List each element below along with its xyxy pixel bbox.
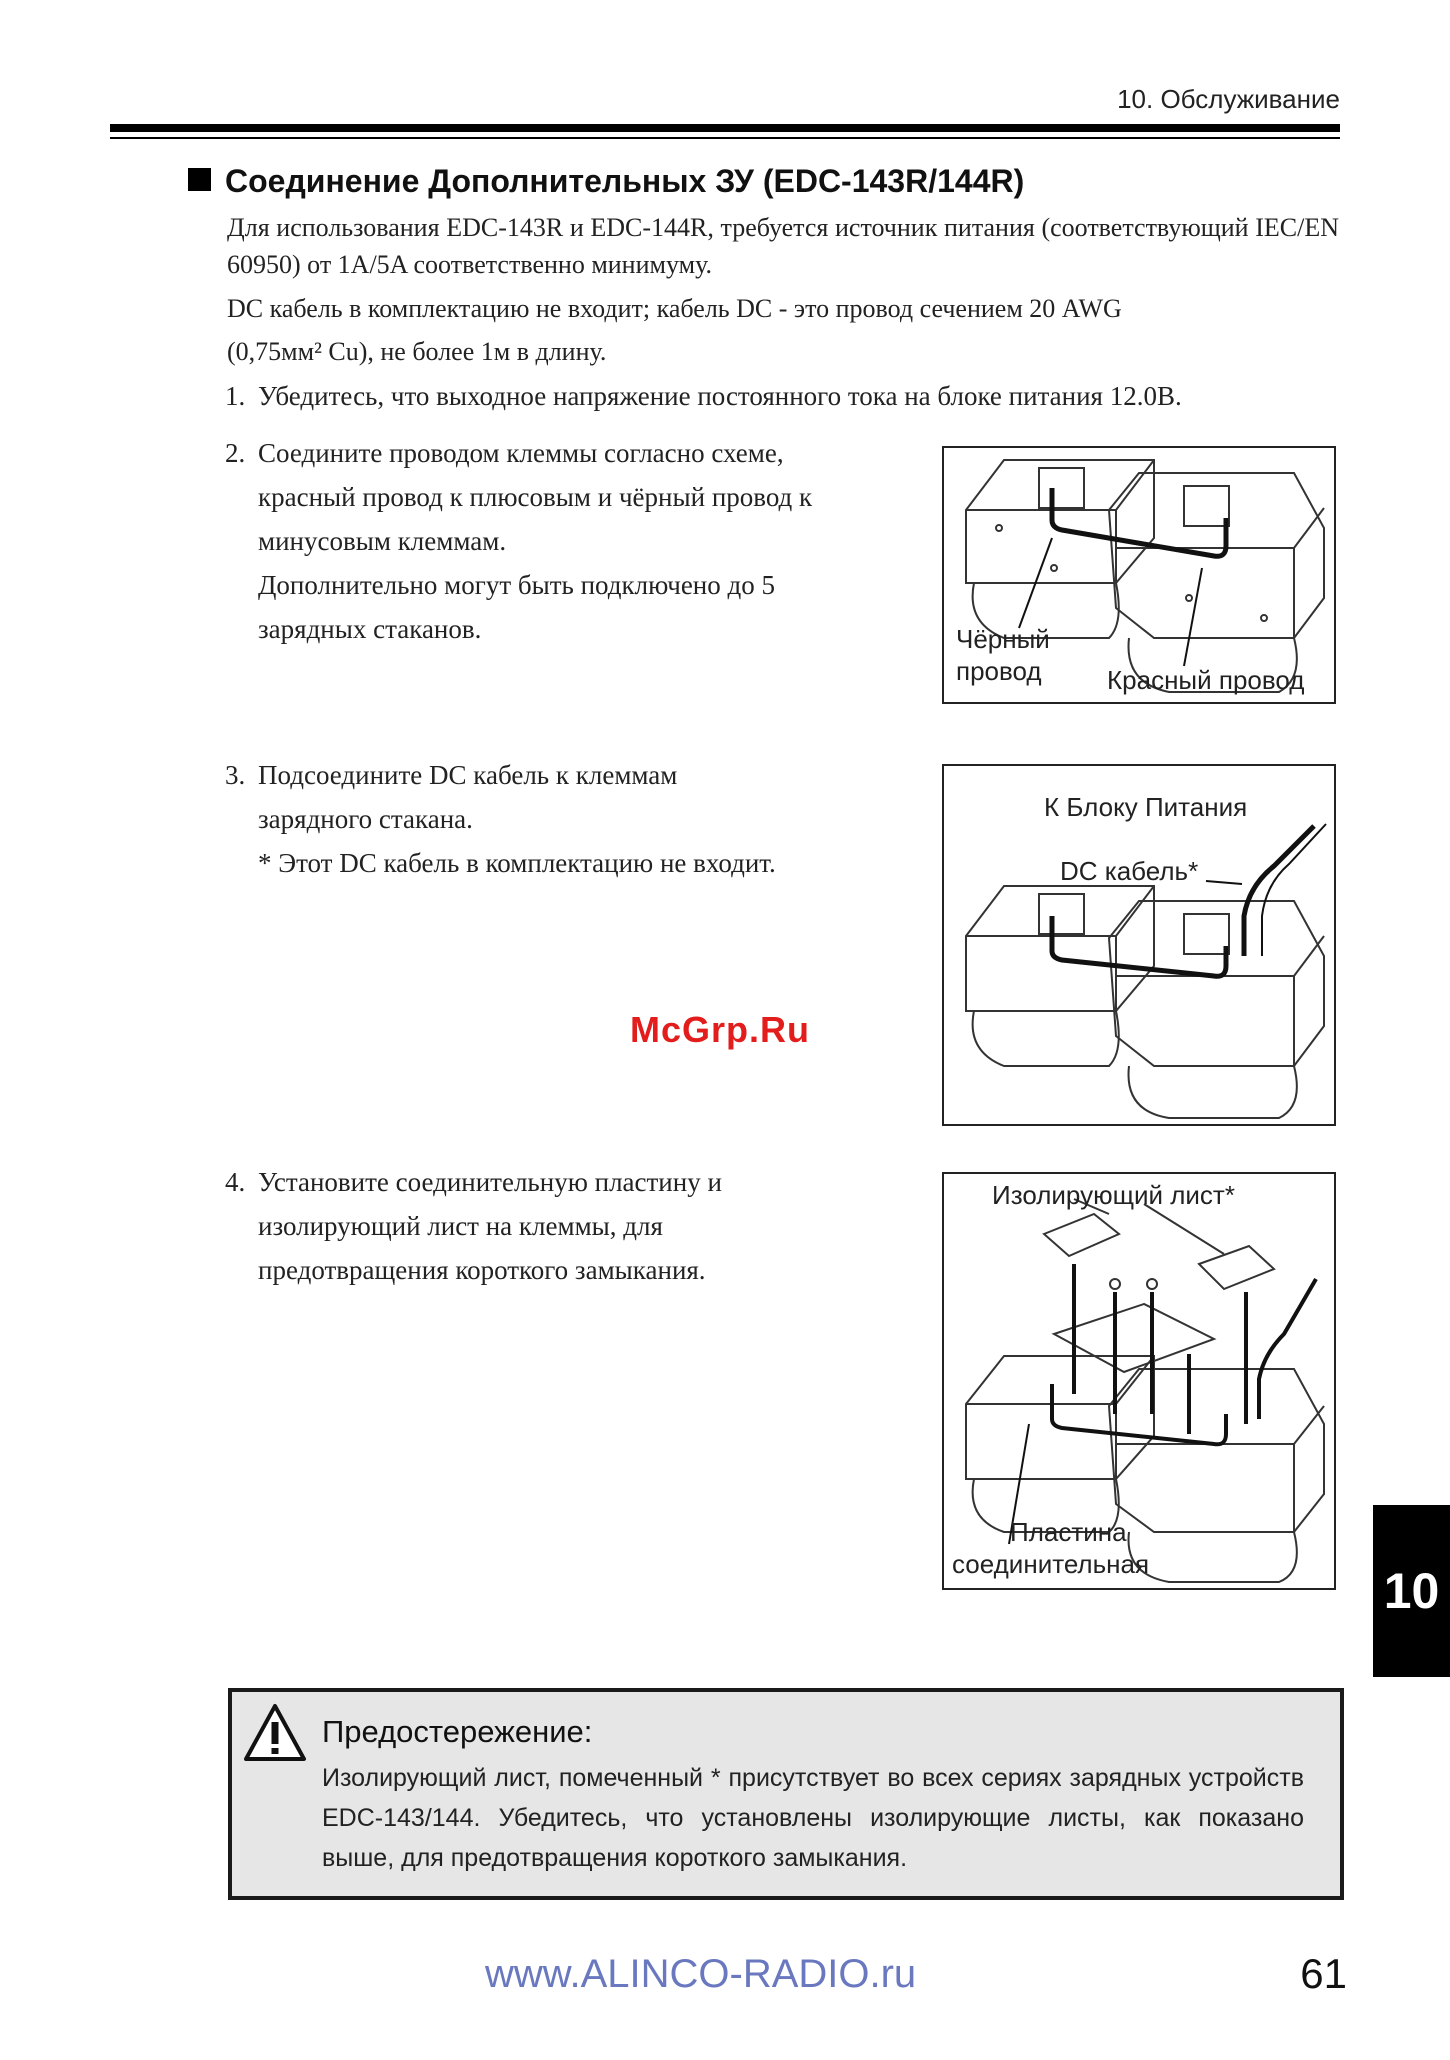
step-line: Соедините проводом клеммы согласно схеме, (258, 438, 784, 468)
step-number: 2. (225, 438, 246, 468)
header-rule-thick (110, 124, 1340, 132)
insulating-sheet-label: Изолирующий лист* (992, 1180, 1235, 1210)
step-line: * Этот DC кабель в комплектацию не входит. (258, 848, 776, 878)
step-line: изолирующий лист на клеммы, для (258, 1211, 663, 1241)
running-header: 10. Обслуживание (1117, 84, 1340, 114)
footer-website: www.ALINCO-RADIO.ru (485, 1952, 917, 1996)
intro-paragraph-2-line-2: (0,75мм² Cu), не более 1м в длину. (227, 337, 607, 366)
square-bullet-icon (188, 168, 211, 191)
step-3 (225, 753, 776, 885)
black-wire-label-line-1: Чёрный (956, 624, 1050, 654)
step-2 (225, 431, 812, 651)
dc-cable-label: DC кабель* (1060, 856, 1199, 886)
step-line: Установите соединительную пластину и (258, 1167, 722, 1197)
step-line: предотвращения короткого замыкания. (258, 1255, 706, 1285)
step-4 (225, 1160, 722, 1292)
caution-title: Предостережение: (322, 1714, 593, 1749)
connecting-plate-label-line-2: соединительная (952, 1549, 1150, 1579)
caution-text: Изолирующий лист, помеченный * присутствует во всех сериях зарядных устройств EDC-143/144. Убедитесь, что установлены изолирующие листы, как показано выше, для предотвращения короткого замыкания. (322, 1764, 1304, 1872)
figure-insulating-sheet (942, 1172, 1336, 1590)
step-line: зарядных стаканов. (258, 614, 482, 644)
warning-triangle-icon (242, 1702, 308, 1764)
header-rule-thin (110, 137, 1340, 139)
step-line: Подсоедините DC кабель к клеммам (258, 760, 678, 790)
figure-dc-cable (942, 764, 1336, 1126)
watermark: McGrp.Ru (630, 1009, 811, 1050)
chapter-tab: 10 (1373, 1505, 1450, 1677)
page-number: 61 (1300, 1950, 1347, 1997)
figure-wiring-diagram (942, 446, 1336, 704)
connecting-plate-label-line-1: Пластина (1010, 1517, 1127, 1547)
step-line: зарядного стакана. (258, 804, 473, 834)
section-title (188, 163, 1024, 200)
step-number: 4. (225, 1167, 246, 1197)
step-text: Убедитесь, что выходное напряжение постоянного тока на блоке питания 12.0В. (258, 381, 1182, 411)
step-1 (225, 374, 1182, 418)
step-line: красный провод к плюсовым и чёрный провод к (258, 482, 813, 512)
section-title-text: Соединение Дополнительных ЗУ (EDC-143R/144R) (225, 163, 1025, 199)
intro-paragraph-2-line-1: DC кабель в комплектацию не входит; кабель DC - это провод сечением 20 AWG (227, 294, 1122, 323)
step-number: 3. (225, 760, 246, 790)
step-line: Дополнительно могут быть подключено до 5 (258, 570, 775, 600)
to-power-supply-label: К Блоку Питания (1044, 792, 1248, 822)
insulating-sheet-illustration (944, 1174, 1334, 1588)
black-wire-label-line-2: провод (956, 656, 1042, 686)
intro-paragraph-1: Для использования EDC-143R и EDC-144R, требуется источник питания (соответствующий IEC/EN 60950) от 1A/5A соответственно минимуму. (227, 213, 1339, 279)
red-wire-label: Красный провод (1107, 665, 1305, 695)
step-number: 1. (225, 381, 246, 411)
step-line: минусовым клеммам. (258, 526, 507, 556)
caution-box (228, 1688, 1344, 1900)
